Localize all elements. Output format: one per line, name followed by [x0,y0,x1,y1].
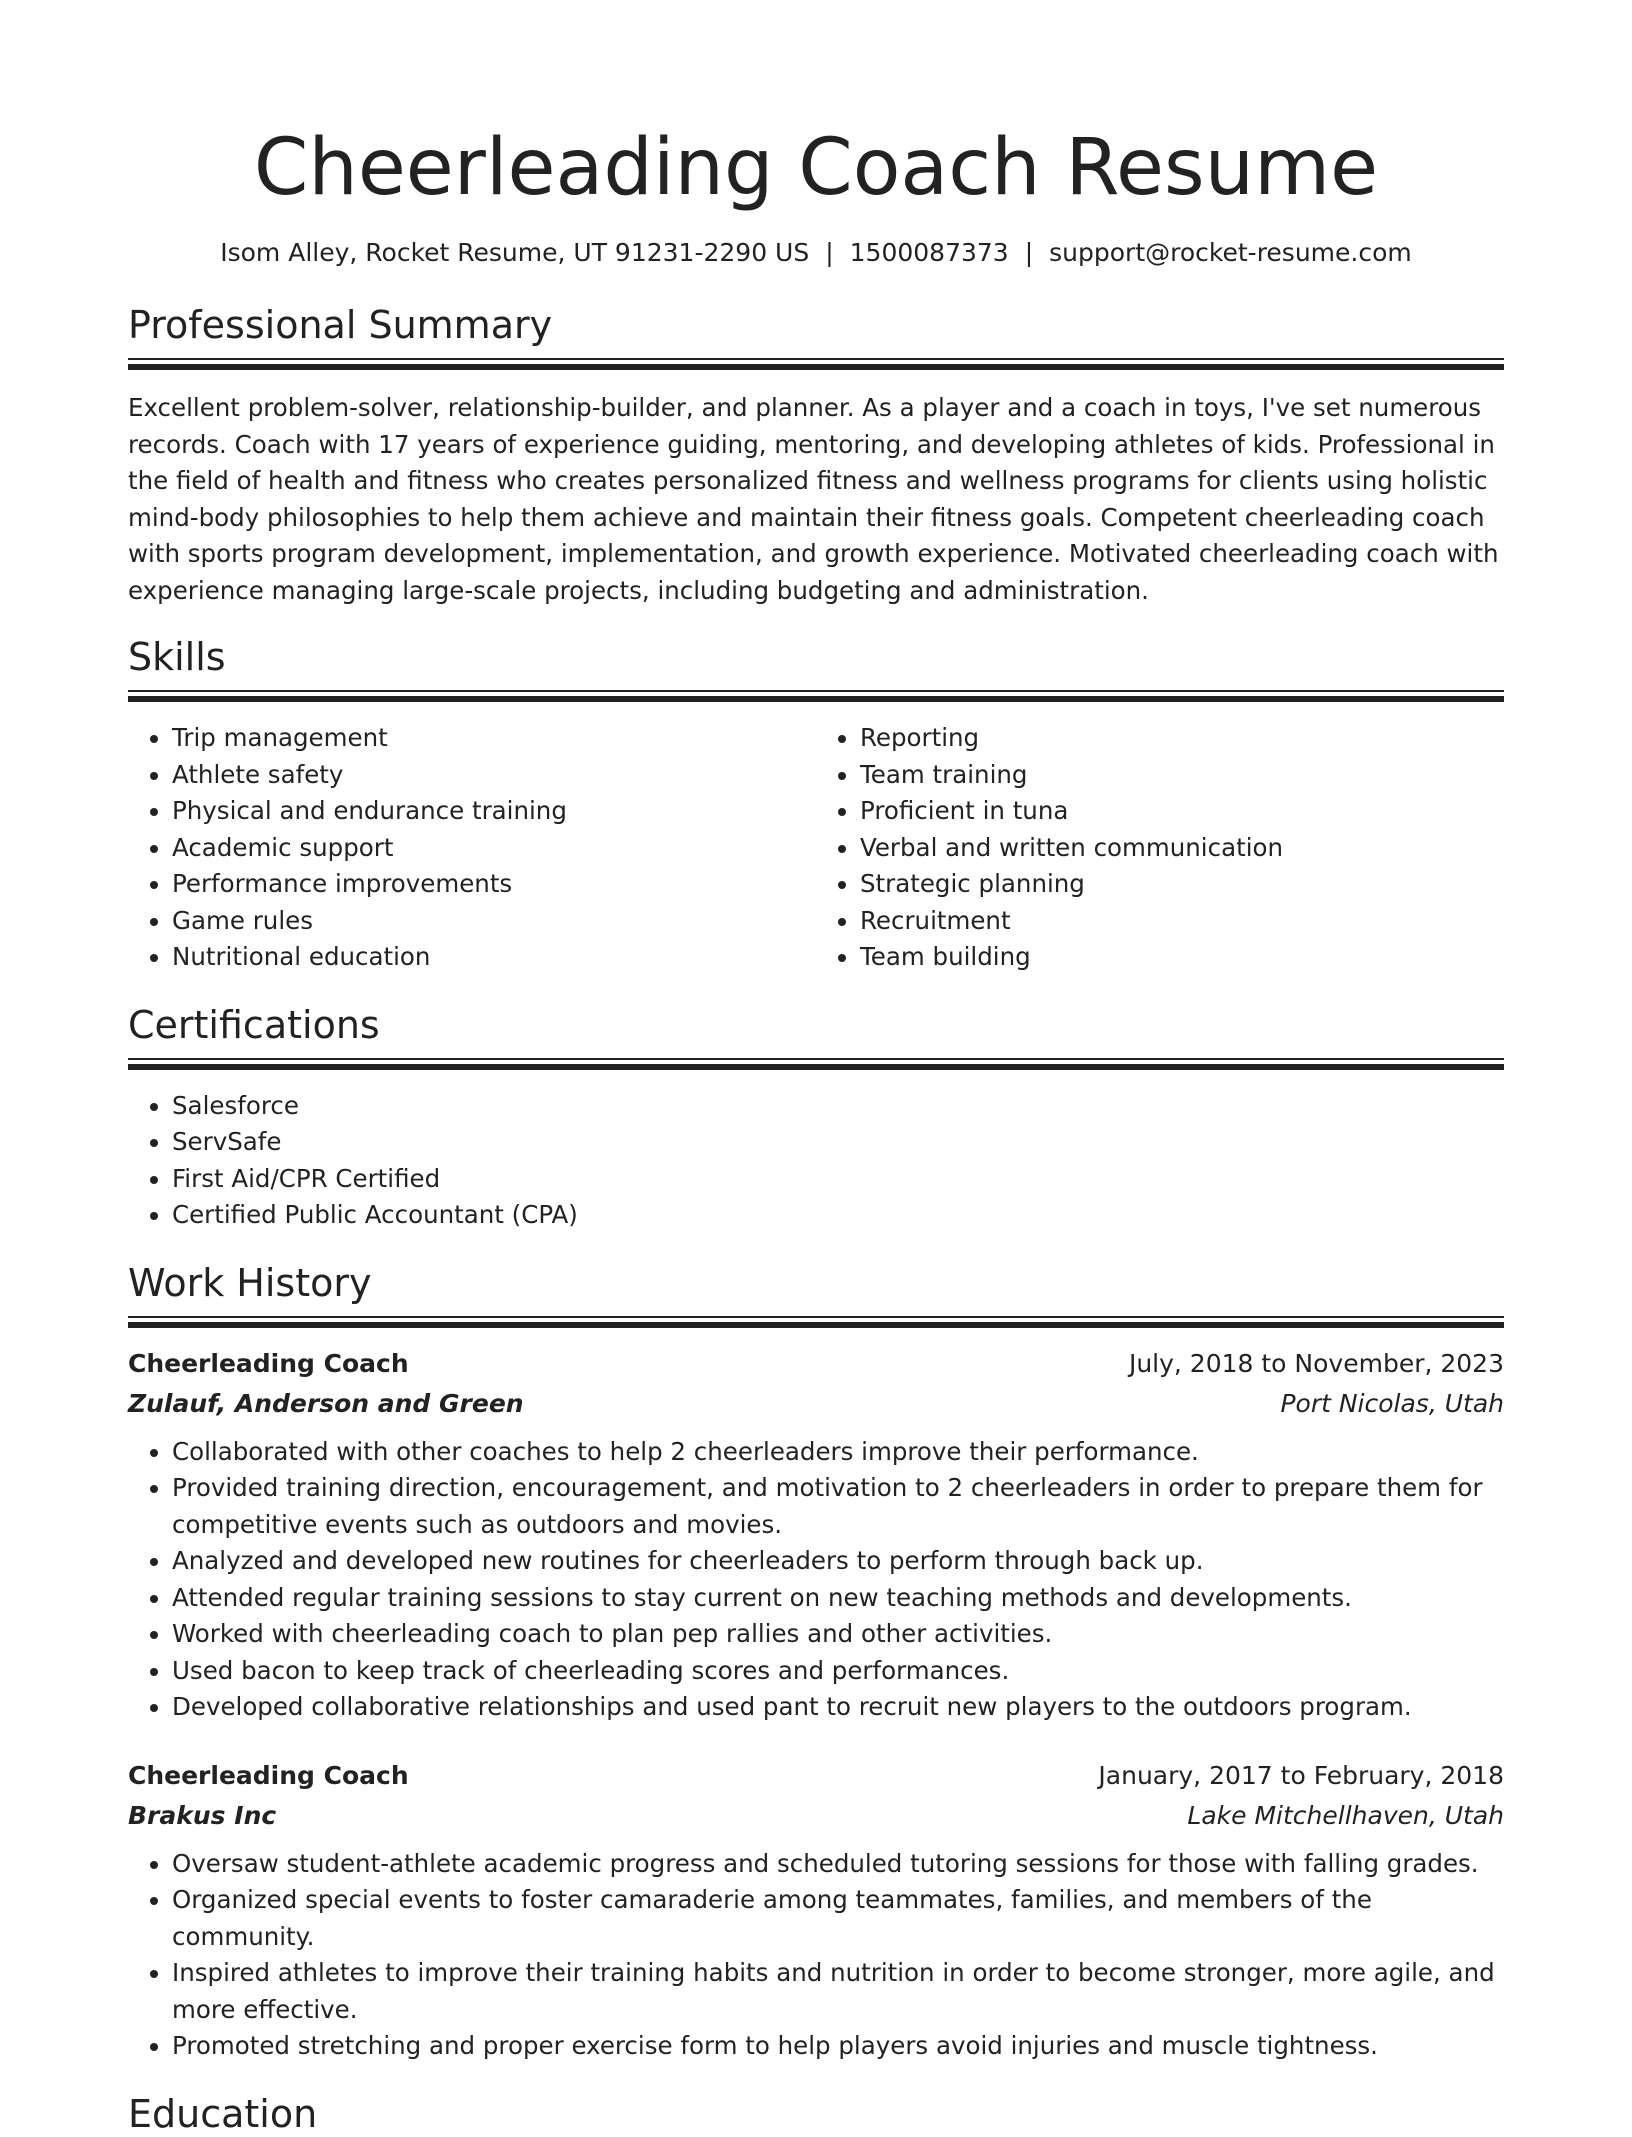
skills-grid [128,720,1504,976]
skill-item: • Verbal and written communication [860,830,1504,867]
job-subheader [128,1384,1504,1424]
certification-item: • First Aid/CPR Certified [172,1161,1504,1198]
skills-list-left [128,720,816,976]
contact-email: support@rocket-resume.com [1049,238,1412,267]
job-subheader [128,1796,1504,1836]
skill-item: • Nutritional education [172,939,816,976]
job-bullet: • Provided training direction, encouragement, and motivation to 2 cheerleaders in order to prepare them for competitive events such as outdoors and movies. [172,1470,1504,1543]
job-title: Cheerleading Coach [128,1348,409,1378]
section-divider [128,358,1504,372]
section-divider [128,1316,1504,1330]
job-bullets [128,1434,1504,1726]
job-entry [128,1756,1504,2065]
skill-item: • Game rules [172,903,816,940]
contact-separator: | [825,238,834,267]
job-header [128,1344,1504,1384]
summary-section [128,302,1504,609]
skill-item: • Strategic planning [860,866,1504,903]
job-bullet: • Analyzed and developed new routines for cheerleaders to perform through back up. [172,1543,1504,1580]
job-bullet: • Used bacon to keep track of cheerleading scores and performances. [172,1653,1504,1690]
skill-item: • Proficient in tuna [860,793,1504,830]
job-entry [128,1344,1504,1726]
resume-page [128,0,1504,2137]
education-section [128,2091,1504,2137]
section-divider [128,690,1504,704]
job-bullet: • Developed collaborative relationships and used pant to recruit new players to the outdoors program. [172,1689,1504,1726]
skill-item: • Physical and endurance training [172,793,816,830]
job-bullet: • Worked with cheerleading coach to plan pep rallies and other activities. [172,1616,1504,1653]
job-location: Lake Mitchellhaven, Utah [1187,1800,1504,1830]
certification-item: • Certified Public Accountant (CPA) [172,1197,1504,1234]
resume-title: Cheerleading Coach Resume [253,123,1379,213]
skill-item: • Recruitment [860,903,1504,940]
job-company: Zulauf, Anderson and Green [128,1388,524,1418]
job-bullet: • Promoted stretching and proper exercise form to help players avoid injuries and muscle tightness. [172,2028,1504,2065]
job-bullet: • Organized special events to foster camaraderie among teammates, families, and members of the community. [172,1882,1504,1955]
job-bullet: • Attended regular training sessions to stay current on new teaching methods and developments. [172,1580,1504,1617]
job-location: Port Nicolas, Utah [1280,1388,1504,1418]
contact-address: Isom Alley, Rocket Resume, UT 91231-2290 US [220,238,810,267]
skill-item: • Team training [860,757,1504,794]
contact-separator: | [1024,238,1034,267]
contact-line [128,236,1504,270]
section-heading-skills: Skills [128,635,226,679]
section-heading-summary: Professional Summary [128,303,553,347]
skill-item: • Team building [860,939,1504,976]
job-dates: January, 2017 to February, 2018 [1098,1760,1504,1790]
job-bullet: • Oversaw student-athlete academic progress and scheduled tutoring sessions for those with falling grades. [172,1846,1504,1883]
job-bullet: • Collaborated with other coaches to help 2 cheerleaders improve their performance. [172,1434,1504,1471]
skills-section [128,634,1504,976]
skill-item: • Athlete safety [172,757,816,794]
job-dates: July, 2018 to November, 2023 [1128,1348,1504,1378]
job-header [128,1756,1504,1796]
section-heading-work-history: Work History [128,1260,372,1305]
certifications-list [128,1088,1504,1234]
skill-item: • Trip management [172,720,816,757]
certification-item: • ServSafe [172,1124,1504,1161]
job-bullet: • Inspired athletes to improve their training habits and nutrition in order to become stronger, more agile, and more effective. [172,1955,1504,2028]
certifications-section [128,1002,1504,1234]
job-company: Brakus Inc [128,1800,277,1830]
section-divider [128,1058,1504,1072]
work-history-section [128,1260,1504,2065]
contact-phone: 1500087373 [849,238,1009,267]
skills-list-right [816,720,1504,976]
skill-item: • Performance improvements [172,866,816,903]
skill-item: • Reporting [860,720,1504,757]
job-bullets [128,1846,1504,2065]
summary-text: Excellent problem-solver, relationship-builder, and planner. As a player and a coach in toys, I've set numerous records. Coach with 17 years of experience guiding, mentoring, and developing athletes of kids. Professional in the field of health and fitness who creates personalized fitness and wellness programs for clients using holistic mind-body philosophies to help them achieve and maintain their fitness goals. Competent cheerleading coach with sports program development, implementation, and growth experience. Motivated cheerleading coach with experience managing large-scale projects, including budgeting and administration. [128,393,1499,605]
job-title: Cheerleading Coach [128,1760,409,1790]
section-heading-certifications: Certifications [128,1002,380,1047]
skill-item: • Academic support [172,830,816,867]
section-heading-education: Education [128,2091,318,2136]
certification-item: • Salesforce [172,1088,1504,1125]
